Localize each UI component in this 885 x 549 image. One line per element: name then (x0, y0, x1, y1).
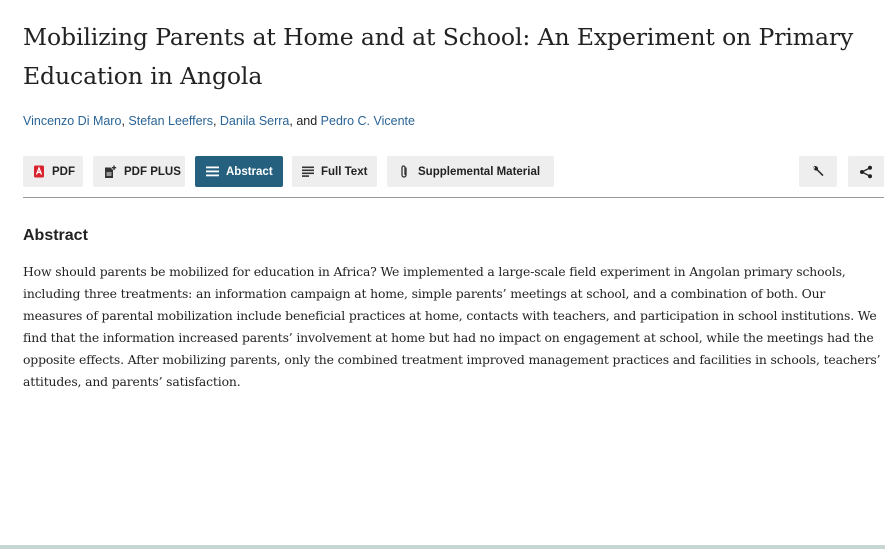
pdf-plus-button[interactable] (93, 156, 185, 187)
abstract-heading: Abstract (23, 227, 88, 244)
article-toolbar (23, 156, 884, 188)
author-separator-last: , and (289, 114, 321, 128)
tab-abstract[interactable] (195, 156, 283, 187)
pdf-plus-icon (103, 165, 117, 179)
page-bottom-border (0, 545, 885, 549)
tools-button[interactable] (799, 156, 837, 187)
tab-supplemental-material[interactable] (387, 156, 554, 187)
wrench-icon (811, 165, 825, 179)
author-link-2[interactable]: Stefan Leeffers (128, 114, 213, 128)
author-list (23, 112, 415, 130)
pdf-button-label: PDF (52, 165, 75, 178)
tab-supplemental-label: Supplemental Material (418, 165, 541, 178)
author-link-3[interactable]: Danila Serra (219, 114, 290, 128)
tab-full-text[interactable] (292, 156, 377, 187)
pdf-plus-button-label: PDF PLUS (124, 165, 181, 178)
author-link-1[interactable]: Vincenzo Di Maro (23, 114, 122, 128)
article-title: Mobilizing Parents at Home and at School: An Experiment on Primary Education in Angola (23, 23, 854, 90)
abstract-text: How should parents be mobilized for education in Africa? We implemented a large-scale field experiment in Angolan primary schools, including three treatments: an information campaign at home, simple parents’ meetings at school, and a combination of both. Our measures of parental mobilization include beneficial practices at home, contacts with teachers, and participation in school institutions. We find that the information increased parents’ involvement at home but had no impact on engagement at school, while the meetings had the opposite effects. After mobilizing parents, only the combined treatment improved management practices and facilities in schools, teachers’ attitudes, and parents’ satisfaction. (23, 264, 881, 389)
tab-full-text-label: Full Text (321, 165, 368, 178)
author-separator: , (121, 114, 129, 128)
paperclip-icon (397, 165, 411, 179)
text-lines-icon (302, 165, 314, 179)
toolbar-divider (23, 197, 884, 198)
tab-abstract-label: Abstract (226, 165, 273, 178)
pdf-button[interactable] (23, 156, 83, 187)
author-separator: , (212, 114, 220, 128)
share-icon (859, 165, 873, 179)
pdf-file-icon (33, 165, 45, 179)
share-button[interactable] (848, 156, 884, 187)
text-lines-icon (205, 165, 219, 179)
author-link-4[interactable]: Pedro C. Vicente (320, 114, 415, 128)
